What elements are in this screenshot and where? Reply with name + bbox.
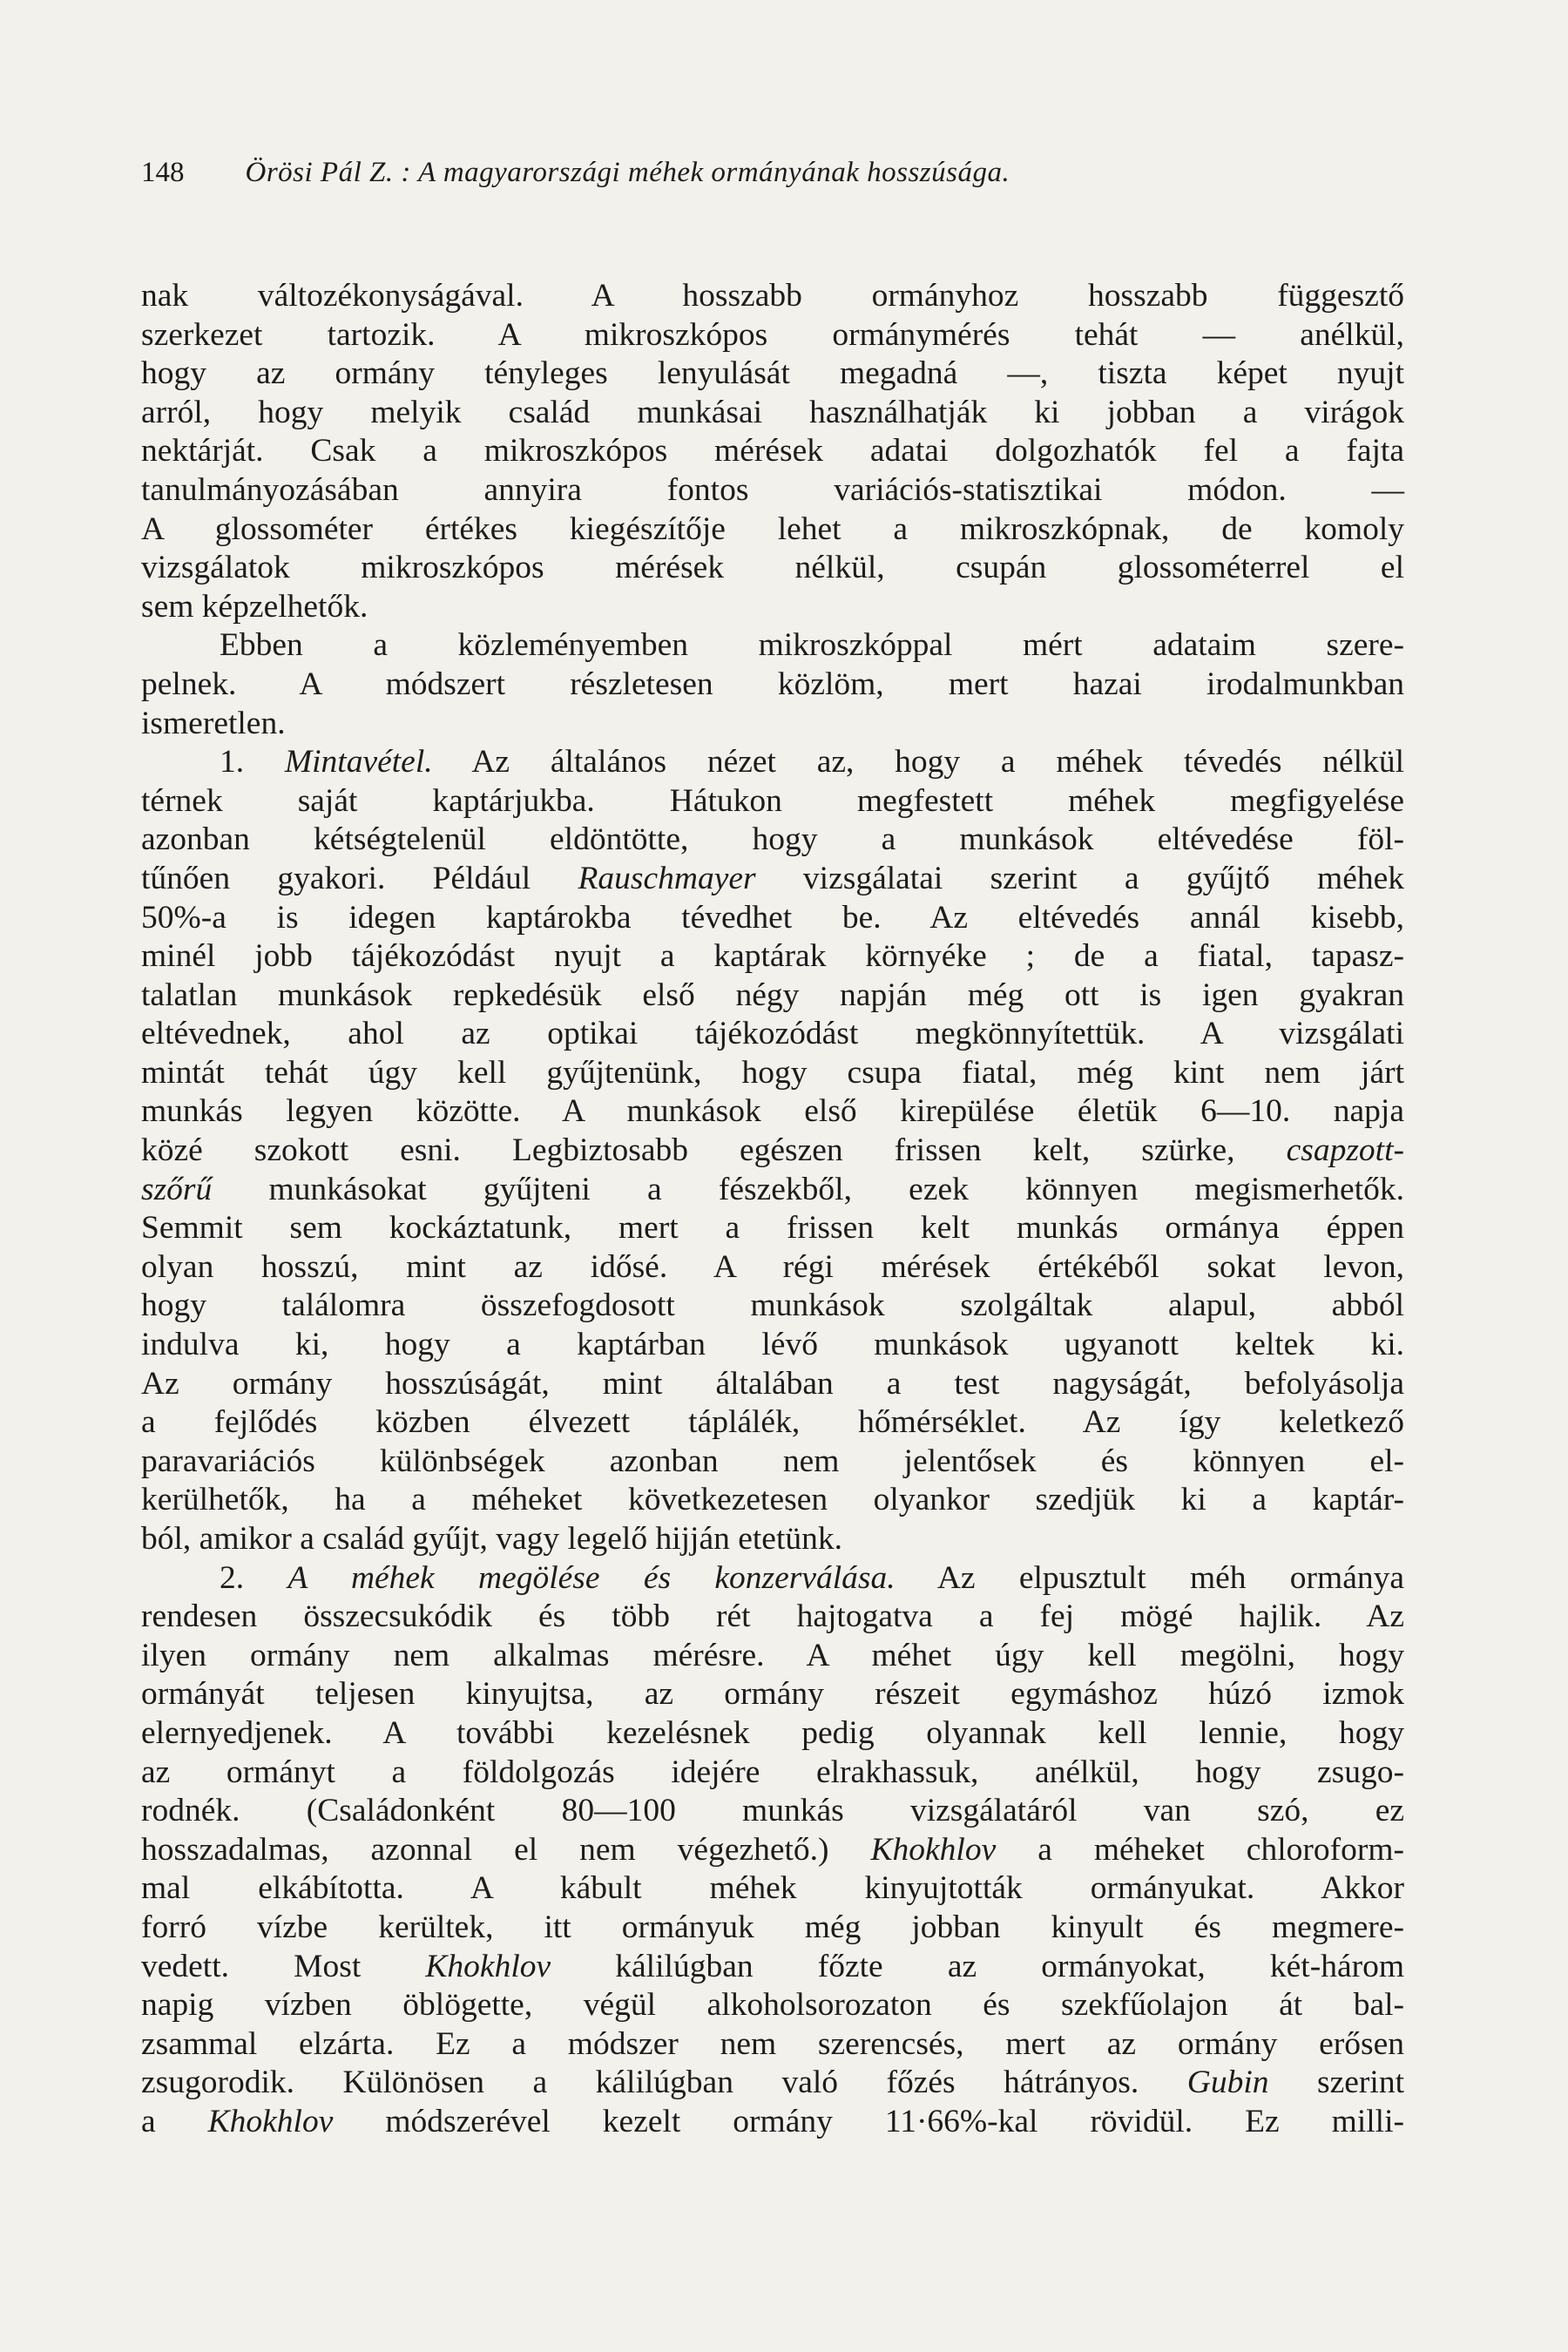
text-line xyxy=(141,1831,1404,1870)
text-line xyxy=(141,1520,1404,1559)
text-line xyxy=(141,1171,1404,1210)
text-segment: Semmit sem kockáztatunk, mert a frissen kelt munkás ormánya éppen xyxy=(141,1210,1404,1247)
text-line xyxy=(141,355,1404,394)
text-segment: pelnek. A módszert részletesen közlöm, mert hazai irodalmunkban xyxy=(141,666,1404,702)
text-segment: ilyen ormány nem alkalmas mérésre. A méhet úgy kell megölni, hogy xyxy=(141,1637,1404,1673)
text-line xyxy=(141,626,1404,666)
italic-text: Gubin xyxy=(1186,2065,1269,2101)
text-line xyxy=(141,1675,1404,1714)
text-line xyxy=(141,2025,1404,2065)
text-line xyxy=(141,1054,1404,1093)
running-title: Örösi Pál Z. : A magyarországi méhek ormányának hosszúsága. xyxy=(245,157,1010,188)
text-segment: nektárját. Csak a mikroszkópos mérések adatai dolgozhatók fel a fajta xyxy=(141,433,1404,470)
text-line xyxy=(141,316,1404,355)
text-segment: 1. xyxy=(220,744,285,781)
text-segment: mintát tehát úgy kell gyűjtenünk, hogy csupa fiatal, még kint nem járt xyxy=(141,1054,1404,1091)
text-line xyxy=(141,1443,1404,1482)
text-segment: vedett. Most xyxy=(141,1948,426,1984)
italic-text: szőrű xyxy=(141,1171,213,1207)
text-segment: ismeretlen. xyxy=(141,705,286,741)
text-segment: ból, amikor a család gyűjt, vagy legelő hijján etetünk. xyxy=(141,1521,842,1557)
text-line xyxy=(141,1209,1404,1248)
text-segment: rodnék. (Családonként 80—100 munkás vizsgálatáról van szó, ez xyxy=(141,1793,1404,1829)
text-line xyxy=(141,432,1404,471)
text-line xyxy=(141,471,1404,510)
text-segment: hogy az ormány tényleges lenyulását megadná —, tiszta képet nyujt xyxy=(141,355,1404,392)
text-line xyxy=(141,1365,1404,1404)
text-segment: paravariációs különbségek azonban nem jelentősek és könnyen el- xyxy=(141,1443,1404,1479)
text-segment: a fejlődés közben élvezett táplálék, hőmérséklet. Az így keletkező xyxy=(141,1404,1404,1441)
running-header xyxy=(141,153,1361,192)
text-segment: vizsgálatai szerint a gyűjtő méhek xyxy=(755,860,1404,896)
page-number: 148 xyxy=(141,157,185,188)
text-segment: mal elkábította. A kábult méhek kinyujtották ormányukat. Akkor xyxy=(141,1870,1404,1907)
text-line xyxy=(141,1792,1404,1831)
text-line xyxy=(141,549,1404,588)
text-segment: minél jobb tájékozódást nyujt a kaptárak környéke ; de a fiatal, tapasz- xyxy=(141,938,1404,975)
text-segment: talatlan munkások repkedésük első négy napján még ott is igen gyakran xyxy=(141,977,1404,1013)
text-segment: zsammal elzárta. Ez a módszer nem szerencsés, mert az ormány erősen xyxy=(141,2025,1404,2062)
text-line xyxy=(141,588,1404,627)
text-segment: arról, hogy melyik család munkásai használhatják ki jobban a virágok xyxy=(141,394,1404,430)
text-line xyxy=(141,1598,1404,1637)
text-segment: Az elpusztult méh ormánya xyxy=(895,1559,1404,1596)
text-segment: indulva ki, hogy a kaptárban lévő munkások ugyanott keltek ki. xyxy=(141,1327,1404,1363)
text-line xyxy=(141,705,1404,744)
text-line xyxy=(141,782,1404,821)
text-line xyxy=(141,1287,1404,1326)
text-segment: zsugorodik. Különösen a kálilúgban való főzés hátrányos. xyxy=(141,2065,1187,2101)
text-segment: sem képzelhetők. xyxy=(141,588,368,625)
text-segment: módszerével kezelt ormány 11·66%-kal rövidül. Ez milli- xyxy=(333,2103,1404,2139)
text-line xyxy=(141,2103,1404,2142)
text-line xyxy=(141,1015,1404,1054)
text-line xyxy=(141,510,1404,550)
text-segment: napig vízben öblögette, végül alkoholsorozaton és szekfűolajon át bal- xyxy=(141,1987,1404,2024)
italic-text: Mintavétel. xyxy=(284,744,433,781)
body-text xyxy=(141,277,1404,2142)
text-segment: olyan hosszú, mint az idősé. A régi mérések értékéből sokat levon, xyxy=(141,1248,1404,1285)
italic-text: Khokhlov xyxy=(207,2103,334,2139)
text-line xyxy=(141,1948,1404,1987)
text-line xyxy=(141,1092,1404,1132)
text-segment: elernyedjenek. A további kezelésnek pedig olyannak kell lennie, hogy xyxy=(141,1714,1404,1751)
text-segment: 2. xyxy=(220,1559,288,1596)
text-line xyxy=(141,860,1404,899)
italic-text: csapzott- xyxy=(1286,1132,1404,1169)
text-segment: hogy találomra összefogdosott munkások szolgáltak alapul, abból xyxy=(141,1288,1404,1324)
text-segment: hosszadalmas, azonnal el nem végezhető.) xyxy=(141,1831,871,1868)
italic-text: Khokhlov xyxy=(870,1831,997,1868)
text-segment: azonban kétségtelenül eldöntötte, hogy a munkások eltévedése föl- xyxy=(141,821,1404,858)
text-line xyxy=(141,1481,1404,1520)
text-segment: 50%-a is idegen kaptárokba tévedhet be. Az eltévedés annál kisebb, xyxy=(141,899,1404,936)
text-segment: Ebben a közleményemben mikroszkóppal mért adataim szere- xyxy=(220,627,1404,664)
text-segment: szerint xyxy=(1268,2065,1404,2101)
text-segment: forró vízbe kerültek, itt ormányuk még jobban kinyult és megmere- xyxy=(141,1909,1404,1945)
text-line xyxy=(141,1869,1404,1909)
text-line xyxy=(141,666,1404,705)
text-line xyxy=(141,1403,1404,1443)
text-line xyxy=(141,1909,1404,1948)
text-segment: tanulmányozásában annyira fontos variációs-statisztikai módon. — xyxy=(141,471,1404,508)
text-segment: a xyxy=(141,2103,208,2139)
text-line xyxy=(141,394,1404,433)
text-line xyxy=(141,1986,1404,2025)
text-segment: A glossométer értékes kiegészítője lehet a mikroszkópnak, de komoly xyxy=(141,510,1404,547)
text-segment: munkás legyen közötte. A munkások első kirepülése életük 6—10. napja xyxy=(141,1093,1404,1130)
italic-text: Khokhlov xyxy=(425,1948,551,1984)
text-line xyxy=(141,1132,1404,1171)
text-segment: a méheket chloroform- xyxy=(996,1831,1404,1868)
text-segment: kerülhetők, ha a méheket következetesen olyankor szedjük ki a kaptár- xyxy=(141,1482,1404,1518)
text-line xyxy=(141,977,1404,1016)
text-line xyxy=(141,937,1404,977)
text-line xyxy=(141,1754,1404,1793)
italic-text: A méhek megölése és konzerválása. xyxy=(287,1559,896,1596)
text-line xyxy=(141,899,1404,938)
text-line xyxy=(141,1248,1404,1288)
text-segment: szerkezet tartozik. A mikroszkópos ormánymérés tehát — anélkül, xyxy=(141,316,1404,353)
text-segment: térnek saját kaptárjukba. Hátukon megfestett méhek megfigyelése xyxy=(141,782,1404,819)
text-segment: rendesen összecsukódik és több rét hajtogatva a fej mögé hajlik. Az xyxy=(141,1598,1404,1635)
text-segment: eltévednek, ahol az optikai tájékozódást megkönnyítettük. A vizsgálati xyxy=(141,1016,1404,1052)
text-line xyxy=(141,1637,1404,1676)
text-line xyxy=(141,2064,1404,2103)
text-segment: vizsgálatok mikroszkópos mérések nélkül, csupán glossométerrel el xyxy=(141,550,1404,586)
text-line xyxy=(141,1326,1404,1365)
text-segment: tűnően gyakori. Például xyxy=(141,860,578,896)
text-line xyxy=(141,821,1404,860)
text-line xyxy=(141,1559,1404,1598)
text-segment: nak változékonyságával. A hosszabb ormányhoz hosszabb függesztő xyxy=(141,278,1404,314)
text-segment: kálilúgban főzte az ormányokat, két-három xyxy=(551,1948,1404,1984)
text-segment: Az ormány hosszúságát, mint általában a test nagyságát, befolyásolja xyxy=(141,1365,1404,1402)
text-segment: közé szokott esni. Legbiztosabb egészen frissen kelt, szürke, xyxy=(141,1132,1287,1169)
text-segment: ormányát teljesen kinyujtsa, az ormány részeit egymáshoz húzó izmok xyxy=(141,1676,1404,1713)
text-line xyxy=(141,743,1404,782)
italic-text: Rauschmayer xyxy=(578,860,756,896)
text-line xyxy=(141,277,1404,316)
text-line xyxy=(141,1714,1404,1754)
text-segment: Az általános nézet az, hogy a méhek tévedés nélkül xyxy=(432,744,1404,781)
text-segment: az ormányt a földolgozás idejére elrakhassuk, anélkül, hogy zsugo- xyxy=(141,1754,1404,1790)
text-segment: munkásokat gyűjteni a fészekből, ezek könnyen megismerhetők. xyxy=(212,1171,1404,1207)
